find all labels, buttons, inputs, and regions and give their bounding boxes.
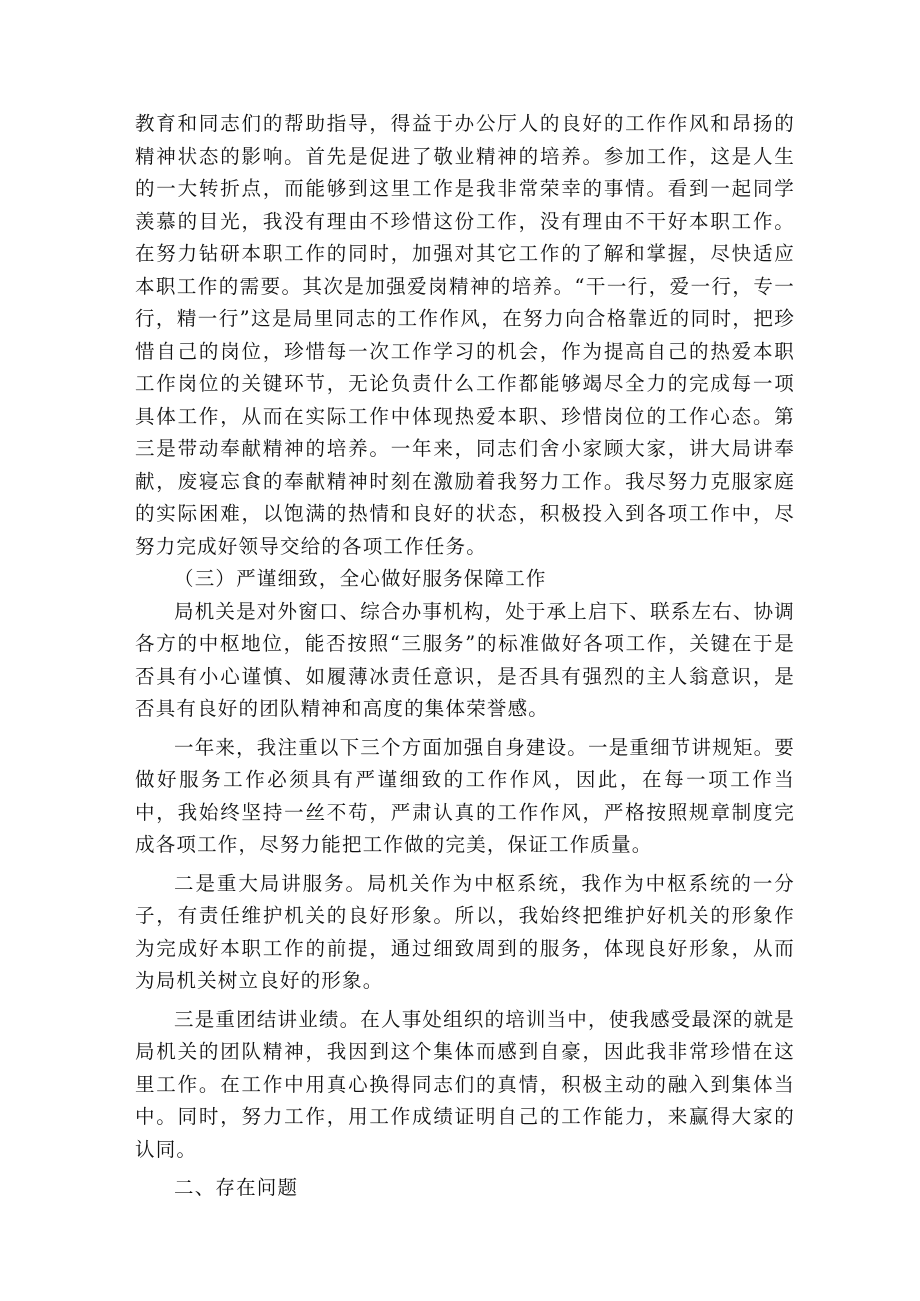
paragraph-self-building: 一年来，我注重以下三个方面加强自身建设。一是重细节讲规矩。要做好服务工作必须具有严谨细致的工作作风，因此，在每一项工作当中，我始终坚持一丝不苟，严肃认真的工作作风，严格按照规章制度完成各项工作，尽努力能把工作做的完美，保证工作质量。 bbox=[135, 735, 796, 856]
paragraph-continuation: 教育和同志们的帮助指导，得益于办公厅人的良好的工作作风和昂扬的精神状态的影响。首先是促进了敬业精神的培养。参加工作，这是人生的一大转折点，而能够到这里工作是我非常荣幸的事情。看到一起同学羡慕的目光，我没有理由不珍惜这份工作，没有理由不干好本职工作。在努力钻研本职工作的同时，加强对其它工作的了解和掌握，尽快适应本职工作的需要。其次是加强爱岗精神的培养。“干一行，爱一行，专一行，精一行”这是局里同志的工作作风，在努力向合格靠近的同时，把珍惜自己的岗位，珍惜每一次工作学习的机会，作为提高自己的热爱本职工作岗位的关键环节，无论负责什么工作都能够竭尽全力的完成每一项具体工作，从而在实际工作中体现热爱本职、珍惜岗位的工作心态。第三是带动奉献精神的培养。一年来，同志们舍小家顾大家，讲大局讲奉献，废寝忘食的奉献精神时刻在激励着我努力工作。我尽努力克服家庭的实际困难，以饱满的热情和良好的状态，积极投入到各项工作中，尽努力完成好领导交给的各项工作任务。 bbox=[135, 112, 795, 558]
paragraph-teamwork: 三是重团结讲业绩。在人事处组织的培训当中，使我感受最深的就是局机关的团队精神，我因到这个集体而感到自豪，因此我非常珍惜在这里工作。在工作中用真心换得同志们的真情，积极主动的融入到集体当中。同时，努力工作，用工作成绩证明自己的工作能力，来赢得大家的认同。 bbox=[135, 1007, 796, 1161]
document-body bbox=[135, 108, 795, 1205]
section-heading-problems: 二、存在问题 bbox=[174, 1176, 299, 1199]
paragraph-office-role: 局机关是对外窗口、综合办事机构，处于承上启下、联系左右、协调各方的中枢地位，能否按照“三服务”的标准做好各项工作，关键在于是否具有小心谨慎、如履薄冰责任意识，是否具有强烈的主人翁意识，是否具有良好的团队精神和高度的集体荣誉感。 bbox=[135, 599, 796, 720]
section-heading-three: （三）严谨细致，全心做好服务保障工作 bbox=[174, 567, 547, 590]
paragraph-service: 二是重大局讲服务。局机关作为中枢系统，我作为中枢系统的一分子，有责任维护机关的良好形象。所以，我始终把维护好机关的形象作为完成好本职工作的前提，通过细致周到的服务，体现良好形象，从而为局机关树立良好的形象。 bbox=[135, 871, 795, 992]
